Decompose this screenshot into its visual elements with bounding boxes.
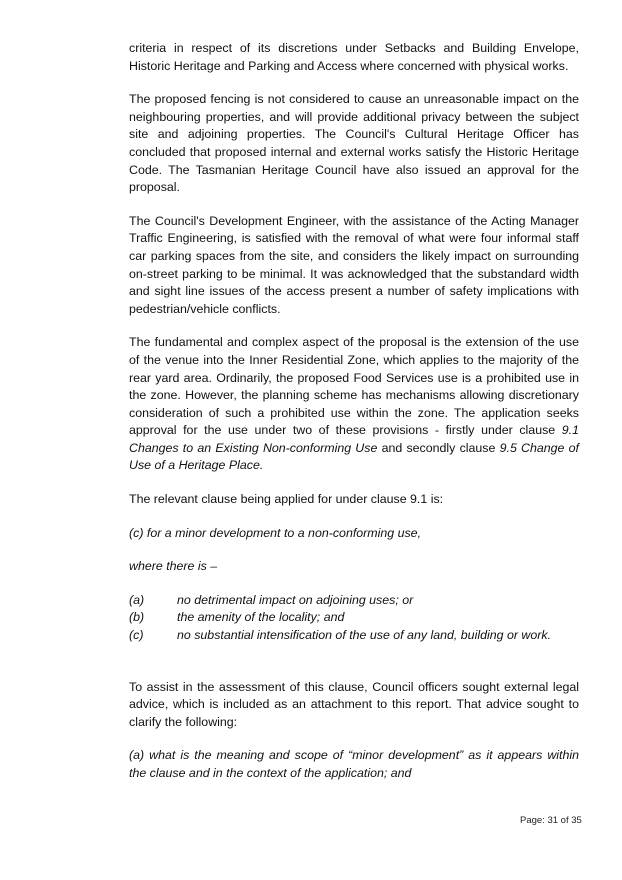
document-body: [129, 40, 579, 783]
paragraph-zone-use-text-b: and secondly clause: [377, 440, 500, 455]
clause-9-1-reference: 9.1 Changes to an Existing Non-conforming Use: [129, 423, 579, 455]
paragraph-zone-use: [129, 334, 579, 475]
paragraph-fencing: The proposed fencing is not considered to cause an unreasonable impact on the neighbouring properties, and will provide additional privacy between the subject site and adjoining properties. The Council's Cultural Heritage Officer has concluded that proposed internal and external works satisfy the Historic Heritage Code. The Tasmanian Heritage Council have also issued an approval for the proposal.: [129, 92, 579, 195]
list-item: [129, 592, 579, 610]
paragraph-relevant-clause: The relevant clause being applied for under clause 9.1 is:: [129, 492, 444, 507]
list-item-marker: (b): [129, 610, 145, 625]
list-item: [129, 609, 579, 627]
clause-quote-c: (c) for a minor development to a non-conforming use,: [129, 525, 422, 540]
list-item: [129, 627, 579, 645]
paragraph-continuation: criteria in respect of its discretions under Setbacks and Building Envelope, Historic Heritage and Parking and Access where concerned with physical works.: [129, 41, 579, 73]
list-item-marker: (c): [129, 628, 144, 643]
list-item-text: no substantial intensification of the use of any land, building or work.: [177, 628, 552, 643]
list-item-text: no detrimental impact on adjoining uses; or: [177, 592, 414, 607]
clause-quote-where: where there is –: [129, 559, 218, 574]
list-item-text: the amenity of the locality; and: [177, 610, 345, 625]
clause-9-5-reference: 9.5 Change of Use of a Heritage Place.: [129, 440, 579, 473]
page-number: Page: 31 of 35: [520, 815, 582, 826]
clause-conditions-list: [129, 592, 579, 645]
paragraph-zone-use-text-a: The fundamental and complex aspect of the proposal is the extension of the use of the venue into the Inner Residential Zone, which applies to the majority of the rear yard area. Ordinarily, the proposed Food Services use is a prohibited use in the zone. However, the planning scheme has mechanisms allowing discretionary consideration of such a prohibited use within the zone. The application seeks approval for the use under two of these provisions - firstly under clause: [129, 335, 579, 438]
paragraph-question-a: (a) what is the meaning and scope of “minor development” as it appears within the clause and in the context of the application; and: [129, 748, 579, 780]
list-item-marker: (a): [129, 592, 145, 607]
paragraph-engineering: The Council's Development Engineer, with the assistance of the Acting Manager Traffic Engineering, is satisfied with the removal of what were four informal staff car parking spaces from the site, and considers the likely impact on surrounding on-street parking to be minimal. It was acknowledged that the substandard width and sight line issues of the access present a number of safety implications with pedestrian/vehicle conflicts.: [129, 213, 579, 316]
paragraph-legal-advice: To assist in the assessment of this clause, Council officers sought external legal advice, which is included as an attachment to this report. That advice sought to clarify the following:: [129, 679, 579, 729]
